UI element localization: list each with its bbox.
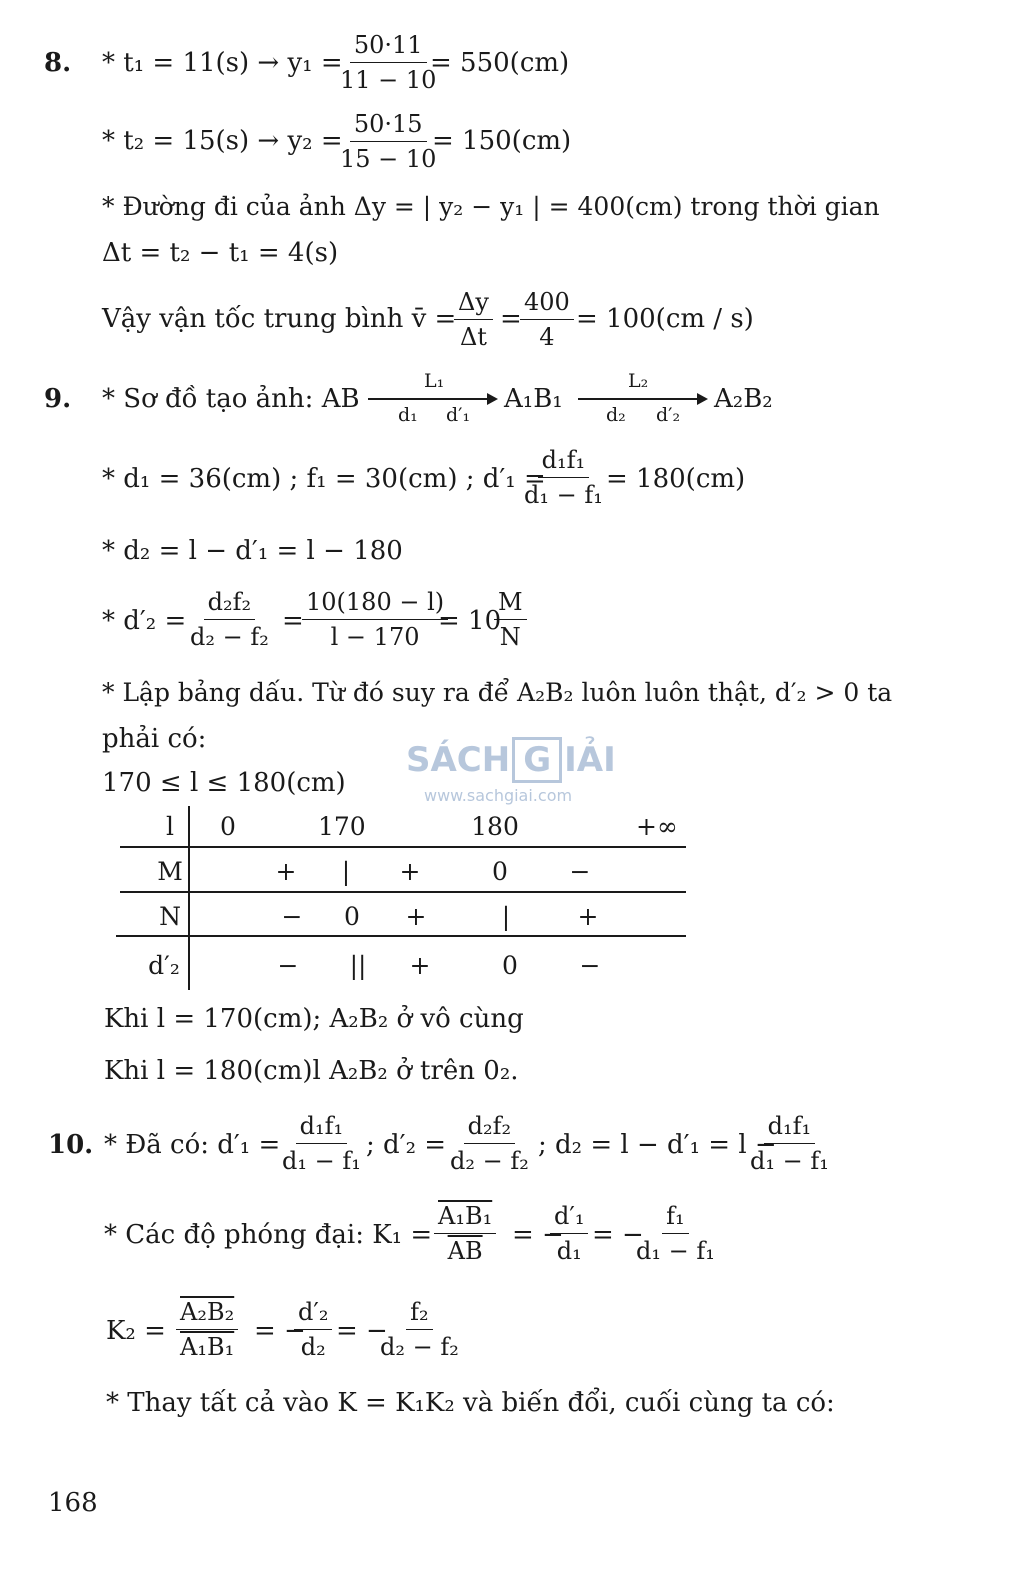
p10-line3-den1: A₁B₁ (180, 1333, 235, 1361)
p10-line2-fraction-1 (434, 1204, 496, 1263)
p9-line4-fraction-2 (302, 590, 448, 649)
p9-line4-mid: = 10 (438, 606, 502, 636)
p10-line2-fraction-3 (632, 1204, 719, 1263)
p10-line1-fraction-1 (278, 1114, 365, 1173)
sign-table-header-infinity: +∞ (636, 812, 678, 841)
p8-line1-denominator: 11 − 10 (340, 66, 437, 94)
sign-table-rule-3 (116, 935, 686, 937)
p10-line2-den1: $\overline{AB}$ (447, 1237, 483, 1265)
p10-line2-num2: d′₁ (550, 1204, 588, 1234)
sign-table-row-d2p-cell-4: 0 (502, 951, 518, 980)
p10-line3-num3: f₂ (406, 1300, 433, 1330)
watermark-brand-box: G (512, 737, 562, 783)
p10-line1-den3: d₁ − f₁ (750, 1147, 829, 1175)
p8-line1-prefix: * t₁ = 11(s) → y₁ = (102, 48, 343, 78)
p10-line1-prefix: * Đã có: d′₁ = (104, 1130, 281, 1160)
watermark (406, 740, 616, 805)
p8-line1-fraction (336, 33, 440, 92)
p9-scheme-lens2: L₂ (628, 370, 649, 392)
sign-table-row-n-cell-4: | (501, 902, 511, 931)
p10-line1-num3: d₁f₁ (764, 1114, 816, 1144)
p10-line1-den1: d₁ − f₁ (282, 1147, 361, 1175)
p10-line2-num1: A₁B₁ (434, 1204, 496, 1234)
p8-line5-den1: Δt (459, 323, 487, 351)
p10-line2-eq1: = − (512, 1220, 564, 1250)
p9-line7: 170 ≤ l ≤ 180(cm) (102, 768, 346, 798)
p10-line1-num1: d₁f₁ (296, 1114, 348, 1144)
p10-line2-prefix: * Các độ phóng đại: K₁ = (104, 1220, 433, 1250)
p10-line1-den2: d₂ − f₂ (450, 1147, 529, 1175)
p10-line1-sep1: ; d′₂ = (366, 1130, 447, 1160)
p8-line2-prefix: * t₂ = 15(s) → y₂ = (102, 126, 343, 156)
sign-table-row-d2p-cell-1: − (277, 951, 299, 980)
p10-line1-num2: d₂f₂ (464, 1114, 516, 1144)
p8-line3: * Đường đi của ảnh Δy = | y₂ − y₁ | = 400(cm) trong thời gian (102, 192, 880, 221)
sign-table-row-d2p-label: d′₂ (148, 951, 180, 980)
problem-10-number: 10. (48, 1130, 94, 1160)
p10-line3-num2: d′₂ (294, 1300, 332, 1330)
p9-line6: phải có: (102, 724, 207, 754)
p8-line5-fraction-1 (454, 290, 493, 349)
sign-table-row-n-label: N (159, 902, 181, 931)
p9-scheme-d1p: d′₁ (446, 404, 471, 426)
p10-line3-prefix: K₂ = (106, 1316, 166, 1346)
p9-line2-denominator: d₁ − f₁ (524, 481, 603, 509)
p10-line3-eq1: = − (254, 1316, 306, 1346)
watermark-brand-left: SÁCH (406, 740, 511, 780)
p9-line4-den3: N (499, 623, 521, 651)
p9-line4-fraction-3 (494, 590, 527, 649)
sign-table-row-m-cell-3: + (399, 857, 421, 886)
p8-line5-equals: = (500, 304, 522, 334)
p8-line5-fraction-2 (520, 290, 574, 349)
p9-line2-prefix: * d₁ = 36(cm) ; f₁ = 30(cm) ; d′₁ = (102, 464, 546, 494)
sign-table-header-170: 170 (318, 812, 366, 841)
p9-scheme-prefix: * Sơ đồ tạo ảnh: AB (102, 384, 360, 414)
p9-scheme-mid: A₁B₁ (504, 384, 563, 414)
p8-line5-prefix: Vậy vận tốc trung bình v̄ = (102, 304, 457, 334)
p9-line4-num1: d₂f₂ (204, 590, 256, 620)
p9-line2-result: = 180(cm) (606, 464, 746, 494)
p8-line5-num2: 400 (520, 290, 574, 320)
p10-line3-fraction-2 (294, 1300, 332, 1359)
p10-line3-eq2: = − (336, 1316, 388, 1346)
p10-line2-num3: f₁ (662, 1204, 689, 1234)
p8-line1-result: = 550(cm) (430, 48, 570, 78)
p10-line3-den2: d₂ (300, 1333, 326, 1361)
sign-table-row-n-cell-1: − (281, 902, 303, 931)
p9-scheme-end: A₂B₂ (714, 384, 773, 414)
p9-line4-equals: = (282, 606, 304, 636)
sign-table-row-m-cell-2: | (341, 857, 351, 886)
p9-line3: * d₂ = l − d′₁ = l − 180 (102, 536, 403, 566)
p10-line2-eq2: = − (592, 1220, 644, 1250)
sign-table-row-m-cell-4: 0 (492, 857, 508, 886)
p9-scheme-d2: d₂ (606, 404, 626, 426)
sign-table-rule-1 (120, 846, 686, 848)
p10-line4: * Thay tất cả vào K = K₁K₂ và biến đổi, cuối cùng ta có: (106, 1388, 835, 1418)
p9-line9: Khi l = 180(cm)l A₂B₂ ở trên 0₂. (104, 1056, 519, 1086)
p8-line5-num1: Δy (454, 290, 493, 320)
p9-scheme-arrow-2 (578, 398, 706, 400)
problem-9-number: 9. (44, 384, 72, 414)
sign-table-header-0: 0 (220, 812, 236, 841)
p10-line1-fraction-2 (446, 1114, 533, 1173)
p10-line2-fraction-2 (550, 1204, 588, 1263)
p9-scheme-d2p: d′₂ (656, 404, 681, 426)
p10-line3-num1: A₂B₂ (176, 1300, 238, 1330)
sign-table-rule-2 (120, 891, 686, 893)
problem-8-number: 8. (44, 48, 72, 78)
p9-line4-num2: 10(180 − l) (302, 590, 448, 620)
p9-line2-fraction (520, 448, 607, 507)
p9-line2-numerator: d₁f₁ (538, 448, 590, 478)
p9-line4-num3: M (494, 590, 527, 620)
p10-line3-den3: d₂ − f₂ (380, 1333, 459, 1361)
sign-table-row-n-cell-5: + (577, 902, 599, 931)
watermark-url: www.sachgiai.com (424, 786, 573, 805)
sign-table-row-m-label: M (157, 857, 183, 886)
p9-line4-den1: d₂ − f₂ (190, 623, 269, 651)
p10-line3-fraction-3 (376, 1300, 463, 1359)
sign-table-row-d2p-cell-5: − (579, 951, 601, 980)
p9-scheme-lens1: L₁ (424, 370, 445, 392)
p10-line2-den2: d₁ (556, 1237, 582, 1265)
p8-line4: Δt = t₂ − t₁ = 4(s) (102, 238, 339, 268)
p8-line2-result: = 150(cm) (432, 126, 572, 156)
p9-line4-fraction-1 (186, 590, 273, 649)
p10-line1-fraction-3 (746, 1114, 833, 1173)
sign-table-row-n-cell-3: + (405, 902, 427, 931)
sign-table-row-m-cell-5: − (569, 857, 591, 886)
p8-line2-denominator: 15 − 10 (340, 145, 437, 173)
p8-line2-fraction (336, 112, 440, 171)
p9-line5: * Lập bảng dấu. Từ đó suy ra để A₂B₂ luôn luôn thật, d′₂ > 0 ta (102, 678, 893, 707)
sign-table-header-label: l (166, 812, 174, 841)
p10-line1-sep2: ; d₂ = l − d′₁ = l − (538, 1130, 777, 1160)
sign-table-row-d2p-cell-2: || (349, 951, 367, 980)
p9-line4-den2: l − 170 (330, 623, 420, 651)
p9-scheme-d1: d₁ (398, 404, 418, 426)
sign-table-row-n-cell-2: 0 (344, 902, 360, 931)
p9-line4-prefix: * d′₂ = (102, 606, 187, 636)
sign-table-row-d2p-cell-3: + (409, 951, 431, 980)
p8-line2-numerator: 50·15 (350, 112, 427, 142)
p10-line3-fraction-1 (176, 1300, 238, 1359)
p8-line1-numerator: 50·11 (350, 33, 427, 63)
sign-table-header-180: 180 (471, 812, 519, 841)
sign-table-row-m-cell-1: + (275, 857, 297, 886)
p8-line5-result: = 100(cm / s) (576, 304, 754, 334)
p8-line5-den2: 4 (539, 323, 555, 351)
p9-scheme-arrow-1 (368, 398, 496, 400)
p9-line8: Khi l = 170(cm); A₂B₂ ở vô cùng (104, 1004, 524, 1034)
p10-line2-den3: d₁ − f₁ (636, 1237, 715, 1265)
page-number: 168 (48, 1488, 98, 1518)
watermark-brand-right: IẢI (564, 740, 616, 780)
